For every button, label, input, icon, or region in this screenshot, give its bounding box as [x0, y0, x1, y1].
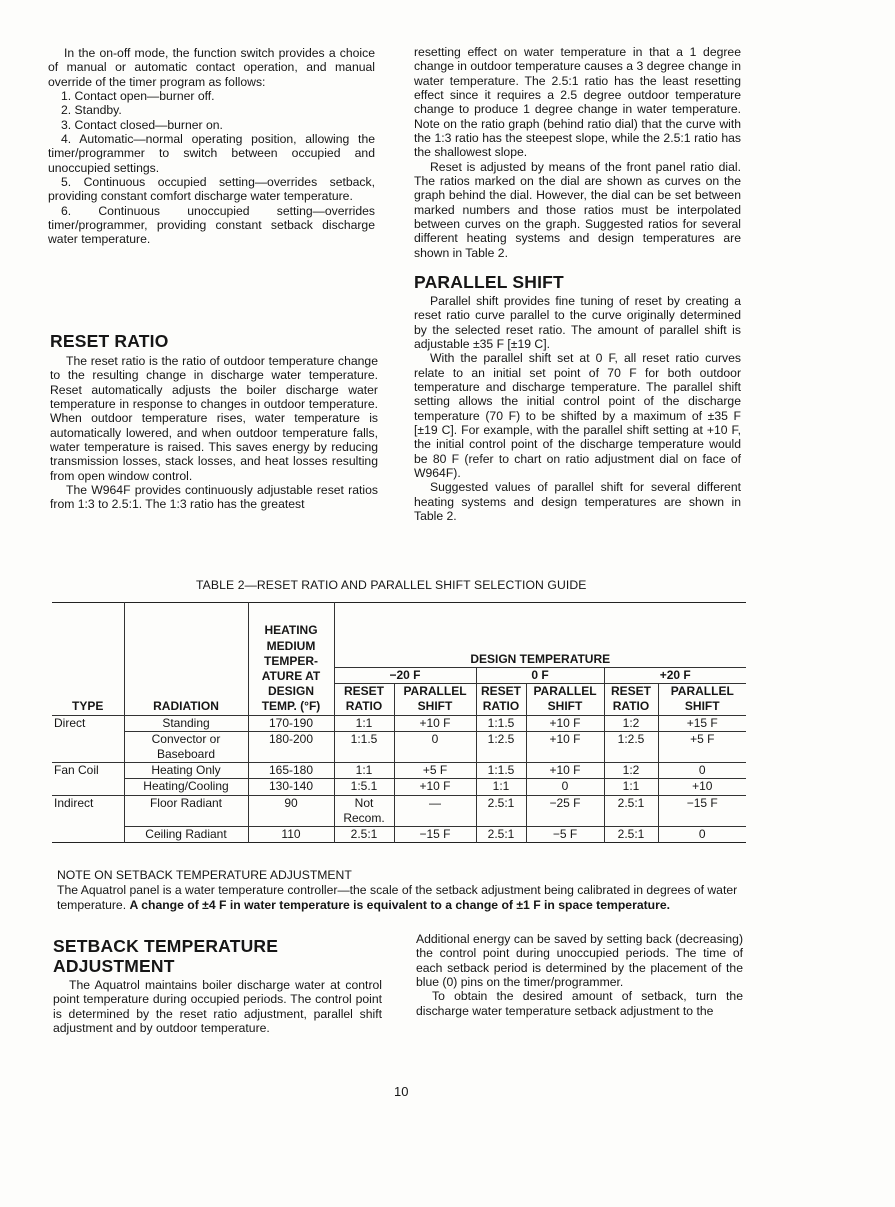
table-row	[52, 795, 746, 826]
reset-ratio-p1: The reset ratio is the ratio of outdoor temperature change to the resulting change in discharge water temperature. Reset automatically adjusts the boiler discharge water temperature in response to changes in outdoor temperature. When outdoor temperature rises, water temperature is automatically lowered, and when outdoor temperature falls, water temperature is raised. This saves energy by reducing transmission losses, stack losses, and heat losses resulting from open window control.	[50, 354, 378, 483]
setback-note	[57, 868, 747, 913]
cell-reset-2: 2.5:1	[476, 795, 526, 826]
cell-reset-1: 1:1	[334, 763, 394, 779]
reset-ratio-cont: resetting effect on water temperature in that a 1 degree change in outdoor temperature causes a 3 degree change in water temperature. The 2.5:1 ratio has the least resetting effect since it requires a 2.5 degree outdoor temperature change to produce 1 degree change in water temperature. Note on the ratio graph (behind ratio dial) that the curve with the 1:3 ratio has the steepest slope, while the 2.5:1 ratio has the shallowest slope.	[414, 45, 741, 160]
table-row	[52, 715, 746, 731]
col-header-reset-1: RESET RATIO	[334, 684, 394, 715]
cell-shift-2: −25 F	[526, 795, 604, 826]
cell-radiation: Floor Radiant	[124, 795, 248, 826]
cell-reset-2: 1:2.5	[476, 731, 526, 762]
intro-lead: In the on-off mode, the function switch provides a choice of manual or automatic contact operation, and manual override of the timer program as follows:	[48, 46, 375, 89]
col-header-design-temperature: DESIGN TEMPERATURE	[334, 603, 746, 668]
note-text: The Aquatrol panel is a water temperature controller—the scale of the setback adjustment being calibrated in degrees of water temperature.	[57, 883, 738, 912]
table-row	[52, 731, 746, 762]
cell-type: Indirect	[54, 795, 94, 810]
col-header-minus20: −20 F	[334, 668, 476, 684]
setback-heading-line-1: SETBACK TEMPERATURE	[53, 936, 279, 956]
parallel-shift-p3: Suggested values of parallel shift for several different heating systems and design temperatures are shown in Table 2.	[414, 480, 741, 524]
cell-reset-3: 1:2.5	[604, 731, 658, 762]
col-header-shift-1: PARALLEL SHIFT	[394, 684, 476, 715]
col-header-radiation: RADIATION	[124, 603, 248, 716]
cell-type: Fan Coil	[54, 763, 99, 778]
setback-p1: The Aquatrol maintains boiler discharge water at control point temperature during occupied periods. The control point is determined by the reset ratio adjustment, parallel shift adjustment and by outdoor temperature.	[53, 978, 382, 1036]
col-header-0: 0 F	[476, 668, 604, 684]
col-header-reset-2: RESET RATIO	[476, 684, 526, 715]
cell-shift-2: +10 F	[526, 731, 604, 762]
cell-reset-3: 1:2	[604, 763, 658, 779]
cell-medium: 130-140	[248, 779, 334, 795]
setback-heading	[53, 936, 278, 976]
intro-item-4: 4. Automatic—normal operating position, allowing the timer/programmer to switch between occupied and unoccupied settings.	[48, 132, 375, 175]
cell-type	[52, 731, 124, 762]
cell-shift-1: —	[394, 795, 476, 826]
cell-reset-2: 2.5:1	[476, 827, 526, 843]
cell-shift-3: −15 F	[658, 795, 746, 826]
cell-reset-3: 2.5:1	[604, 795, 658, 826]
setback-p2: Additional energy can be saved by setting back (decreasing) the control point during unoccupied periods. The time of each setback period is determined by the placement of the blue (0) pins on the timer/programmer.	[416, 932, 743, 990]
table-caption: TABLE 2—RESET RATIO AND PARALLEL SHIFT SELECTION GUIDE	[196, 578, 587, 592]
setback-p3: To obtain the desired amount of setback, turn the discharge water temperature setback adjustment to the	[416, 989, 743, 1018]
col-header-plus20: +20 F	[604, 668, 746, 684]
cell-reset-2: 1:1.5	[476, 715, 526, 731]
cell-radiation: Standing	[124, 715, 248, 731]
intro-item-2: 2. Standby.	[61, 103, 122, 118]
col-header-reset-3: RESET RATIO	[604, 684, 658, 715]
intro-item-1: 1. Contact open—burner off.	[61, 89, 215, 104]
cell-shift-2: +10 F	[526, 715, 604, 731]
table-row	[52, 779, 746, 795]
cell-reset-1: 2.5:1	[334, 827, 394, 843]
reset-ratio-continued	[414, 45, 741, 260]
cell-shift-1: +10 F	[394, 779, 476, 795]
parallel-shift-body	[414, 294, 741, 524]
cell-reset-3: 2.5:1	[604, 827, 658, 843]
cell-radiation: Ceiling Radiant	[124, 827, 248, 843]
cell-shift-2: +10 F	[526, 763, 604, 779]
col-header-type: TYPE	[72, 699, 104, 714]
cell-reset-3: 1:1	[604, 779, 658, 795]
cell-reset-1: 1:1	[334, 715, 394, 731]
cell-reset-1: Not Recom.	[334, 795, 394, 826]
cell-type: Direct	[54, 715, 86, 730]
selection-guide-table	[52, 602, 746, 843]
cell-shift-1: +5 F	[394, 763, 476, 779]
note-bold-text: A change of ±4 F in water temperature is equivalent to a change of ±1 F in space temperature.	[129, 898, 671, 912]
table-row	[52, 763, 746, 779]
cell-medium: 170-190	[248, 715, 334, 731]
col-header-medium: HEATING MEDIUM TEMPER- ATURE AT DESIGN TEMP. (°F)	[248, 603, 334, 716]
cell-shift-3: +10	[658, 779, 746, 795]
setback-body-left	[53, 978, 382, 1035]
cell-medium: 180-200	[248, 731, 334, 762]
cell-medium: 110	[248, 827, 334, 843]
reset-ratio-heading: RESET RATIO	[50, 331, 169, 351]
note-title: NOTE ON SETBACK TEMPERATURE ADJUSTMENT	[57, 868, 352, 882]
cell-shift-3: +15 F	[658, 715, 746, 731]
cell-shift-1: +10 F	[394, 715, 476, 731]
cell-medium: 90	[248, 795, 334, 826]
parallel-shift-p2: With the parallel shift set at 0 F, all reset ratio curves relate to an initial set point of 70 F for both outdoor temperature and discharge temperature. The parallel shift setting allows the initial control point of the discharge temperature (70 F) to be shifted by a maximum of ±35 F [±19 C]. For example, with the parallel shift setting at +10 F, the initial control point of the discharge temperature would be 80 F (refer to chart on ratio adjustment dial on face of W964F).	[414, 351, 741, 481]
page-number: 10	[394, 1084, 409, 1099]
cell-radiation: Heating Only	[124, 763, 248, 779]
col-header-shift-2: PARALLEL SHIFT	[526, 684, 604, 715]
reset-ratio-p3: Reset is adjusted by means of the front panel ratio dial. The ratios marked on the dial are shown as curves on the graph behind the dial. However, the dial can be set between marked numbers and those ratios must be interpolated between curves on the graph. Suggested ratios for several different heating systems and design temperatures are shown in Table 2.	[414, 159, 741, 260]
cell-shift-3: 0	[658, 763, 746, 779]
cell-reset-2: 1:1	[476, 779, 526, 795]
cell-shift-3: +5 F	[658, 731, 746, 762]
intro-item-5: 5. Continuous occupied setting—overrides setback, providing constant comfort discharge water temperature.	[48, 175, 375, 204]
cell-shift-2: 0	[526, 779, 604, 795]
cell-reset-2: 1:1.5	[476, 763, 526, 779]
parallel-shift-p1: Parallel shift provides fine tuning of reset by creating a reset ratio curve parallel to the curve originally determined by the selected reset ratio. The amount of parallel shift is adjustable ±35 F [±19 C].	[414, 294, 741, 352]
table-row	[52, 827, 746, 843]
cell-radiation: Convector or Baseboard	[124, 731, 248, 762]
col-header-shift-3: PARALLEL SHIFT	[658, 684, 746, 715]
cell-type	[52, 779, 124, 795]
cell-radiation: Heating/Cooling	[124, 779, 248, 795]
cell-reset-3: 1:2	[604, 715, 658, 731]
intro-section	[48, 46, 375, 247]
cell-shift-2: −5 F	[526, 827, 604, 843]
setback-heading-line-2: ADJUSTMENT	[53, 956, 175, 976]
cell-reset-1: 1:5.1	[334, 779, 394, 795]
cell-medium: 165-180	[248, 763, 334, 779]
intro-item-6: 6. Continuous unoccupied setting—overrides timer/programmer, providing constant setback discharge water temperature.	[48, 203, 375, 247]
cell-shift-1: 0	[394, 731, 476, 762]
cell-reset-1: 1:1.5	[334, 731, 394, 762]
reset-ratio-body	[50, 354, 378, 512]
cell-type	[52, 827, 124, 843]
reset-ratio-p2: The W964F provides continuously adjustable reset ratios from 1:3 to 2.5:1. The 1:3 ratio has the greatest	[50, 483, 378, 512]
parallel-shift-heading: PARALLEL SHIFT	[414, 272, 564, 292]
cell-shift-1: −15 F	[394, 827, 476, 843]
setback-body-right	[416, 932, 743, 1018]
intro-item-3: 3. Contact closed—burner on.	[61, 117, 223, 132]
cell-shift-3: 0	[658, 827, 746, 843]
